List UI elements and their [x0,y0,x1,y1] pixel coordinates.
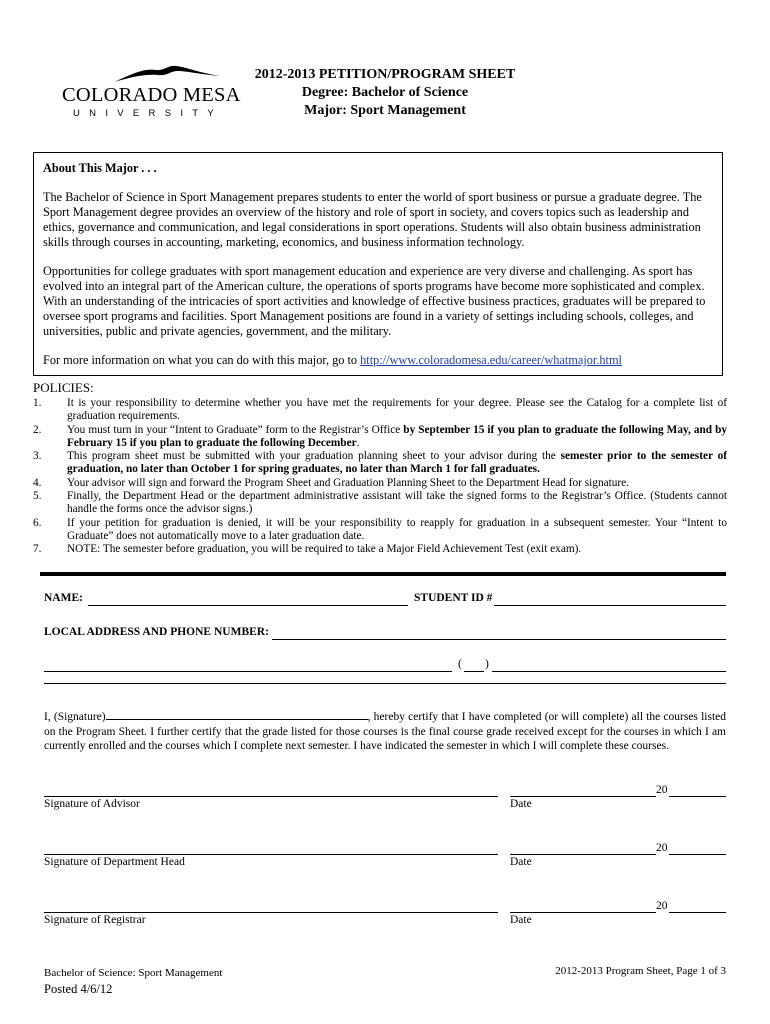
more-info-text: For more information on what you can do with this major, go to [43,353,361,367]
policy-item [33,490,727,517]
certify-body: , hereby certify that I have completed (or will complete) all the courses listed on the Program Sheet. I further certify that the grade listed for those courses is the final course grade received except for the courses in which I am currently enrolled and the courses which I complete next semester. I have indicated the semester in which I will complete these courses. [44,711,726,752]
logo-subtitle: UNIVERSITY [73,108,224,119]
about-major-box [33,152,723,376]
about-paragraph-1: The Bachelor of Science in Sport Management prepares students to enter the world of sport business or pursue a graduate degree. The Sport Management degree provides an overview of the history and role of sport in society, and covers topics such as leadership and ethics, governance and communication, and legal considerations in sport operations. Students will also obtain business administration skills through courses in accounting, marketing, economics, and business information technology. [43,190,702,249]
address-field[interactable] [272,639,726,640]
registrar-signature-label: Signature of Registrar [44,914,146,926]
policy-item [33,517,727,544]
sheet-title: 2012-2013 PETITION/PROGRAM SHEET [254,67,516,82]
year-prefix: 20 [656,842,668,854]
career-link[interactable]: http://www.coloradomesa.edu/career/whatmajor.html [360,353,622,367]
policy-number: 6. [33,516,42,529]
registrar-signature-field[interactable] [44,912,498,913]
footer-posted-date: Posted 4/6/12 [44,982,113,996]
certify-signature-field[interactable] [106,709,368,720]
department-head-date-label: Date [510,856,532,868]
address-label: LOCAL ADDRESS AND PHONE NUMBER: [44,626,269,638]
page-header [0,66,770,120]
address-field-line-2[interactable] [44,671,452,672]
policy-text-part: You must turn in your “Intent to Graduate” form to the Registrar’s Office [67,423,404,436]
policy-text: It is your responsibility to determine whether you have met the requirements for your degree. Please see the Catalog for a complete list of graduation requirements. [67,397,727,423]
degree-line: Degree: Bachelor of Science [301,85,469,100]
advisor-date-label: Date [510,798,532,810]
policy-number: 5. [33,490,42,503]
policy-text: NOTE: The semester before graduation, you will be required to take a Major Field Achievement Test (exit exam). [67,543,582,556]
student-id-field[interactable] [494,605,726,606]
student-id-label: STUDENT ID # [414,592,493,604]
major-line: Major: Sport Management [304,103,466,118]
policy-text-part: . [356,436,360,449]
policy-text: Your advisor will sign and forward the Program Sheet and Graduation Planning Sheet to the Department Head for signature. [67,476,630,489]
department-head-year-field[interactable] [669,854,726,855]
policy-text [67,450,727,477]
year-prefix: 20 [656,784,668,796]
more-info-line [43,353,713,368]
policy-text: If your petition for graduation is denied, it will be your responsibility to reapply for graduation in a subsequent semester. Your “Intent to Graduate” does not automatically move to a later graduation date. [67,516,727,542]
advisor-year-field[interactable] [669,796,726,797]
policy-deadline: semester prior to the semester of graduation, no later than October 1 for spring graduates, no later than March 1 for fall graduates. [67,450,728,476]
registrar-year-field[interactable] [669,912,726,913]
footer-left [44,965,222,997]
policy-number: 7. [33,543,42,556]
department-head-signature-field[interactable] [44,854,498,855]
certify-prefix: I, (Signature) [44,711,106,723]
registrar-date-label: Date [510,914,532,926]
logo-name: COLORADO MESA [62,84,241,106]
name-label: NAME: [44,592,83,604]
name-field[interactable] [88,605,408,606]
policy-number: 4. [33,476,42,489]
advisor-signature-label: Signature of Advisor [44,798,140,810]
policy-text-part: This program sheet must be submitted with your graduation planning sheet to your advisor during the [67,450,561,463]
policies-title: POLICIES: [33,380,94,395]
form-divider [44,683,726,684]
certification-text [44,709,726,754]
phone-close-paren: ) [485,658,489,670]
department-head-signature-label: Signature of Department Head [44,856,185,868]
registrar-date-field[interactable] [510,912,656,913]
policies-list [33,397,727,557]
policy-text [67,424,727,451]
policy-text: Finally, the Department Head or the department administrative assistant will take the signed forms to the Registrar’s Office. (Students cannot handle the forms once the advisor signs.) [67,490,727,516]
policy-deadline: by September 15 if you plan to graduate the following May, and by February 15 if you plan to graduate the following December [67,423,728,449]
about-paragraph-2: Opportunities for college graduates with sport management education and experience are very diverse and challenging. As sport has evolved into an integral part of the American culture, the operations of sports programs have become more sophisticated and complex. With an understanding of the intricacies of sport activities and knowledge of effective business practices, graduates will be prepared to oversee sport programs and facilities. Sport Management positions are found in a variety of settings including schools, colleges, and universities, public and private agencies, government, and the military. [43,264,706,338]
section-divider [40,572,726,576]
policy-number: 1. [33,397,42,409]
policy-item [33,424,727,451]
advisor-date-field[interactable] [510,796,656,797]
policy-item [33,397,727,424]
policy-item [33,477,727,490]
about-heading: About This Major . . . [43,161,157,175]
year-prefix: 20 [656,900,668,912]
phone-number-field[interactable] [492,671,726,672]
policy-item [33,450,727,477]
policy-number: 3. [33,450,42,463]
policy-number: 2. [33,423,42,436]
policy-item [33,543,727,556]
advisor-signature-field[interactable] [44,796,498,797]
phone-open-paren: ( [458,658,462,670]
footer-page-info: 2012-2013 Program Sheet, Page 1 of 3 [555,965,726,977]
area-code-field[interactable] [464,671,484,672]
footer-program: Bachelor of Science: Sport Management [44,967,223,979]
department-head-date-field[interactable] [510,854,656,855]
